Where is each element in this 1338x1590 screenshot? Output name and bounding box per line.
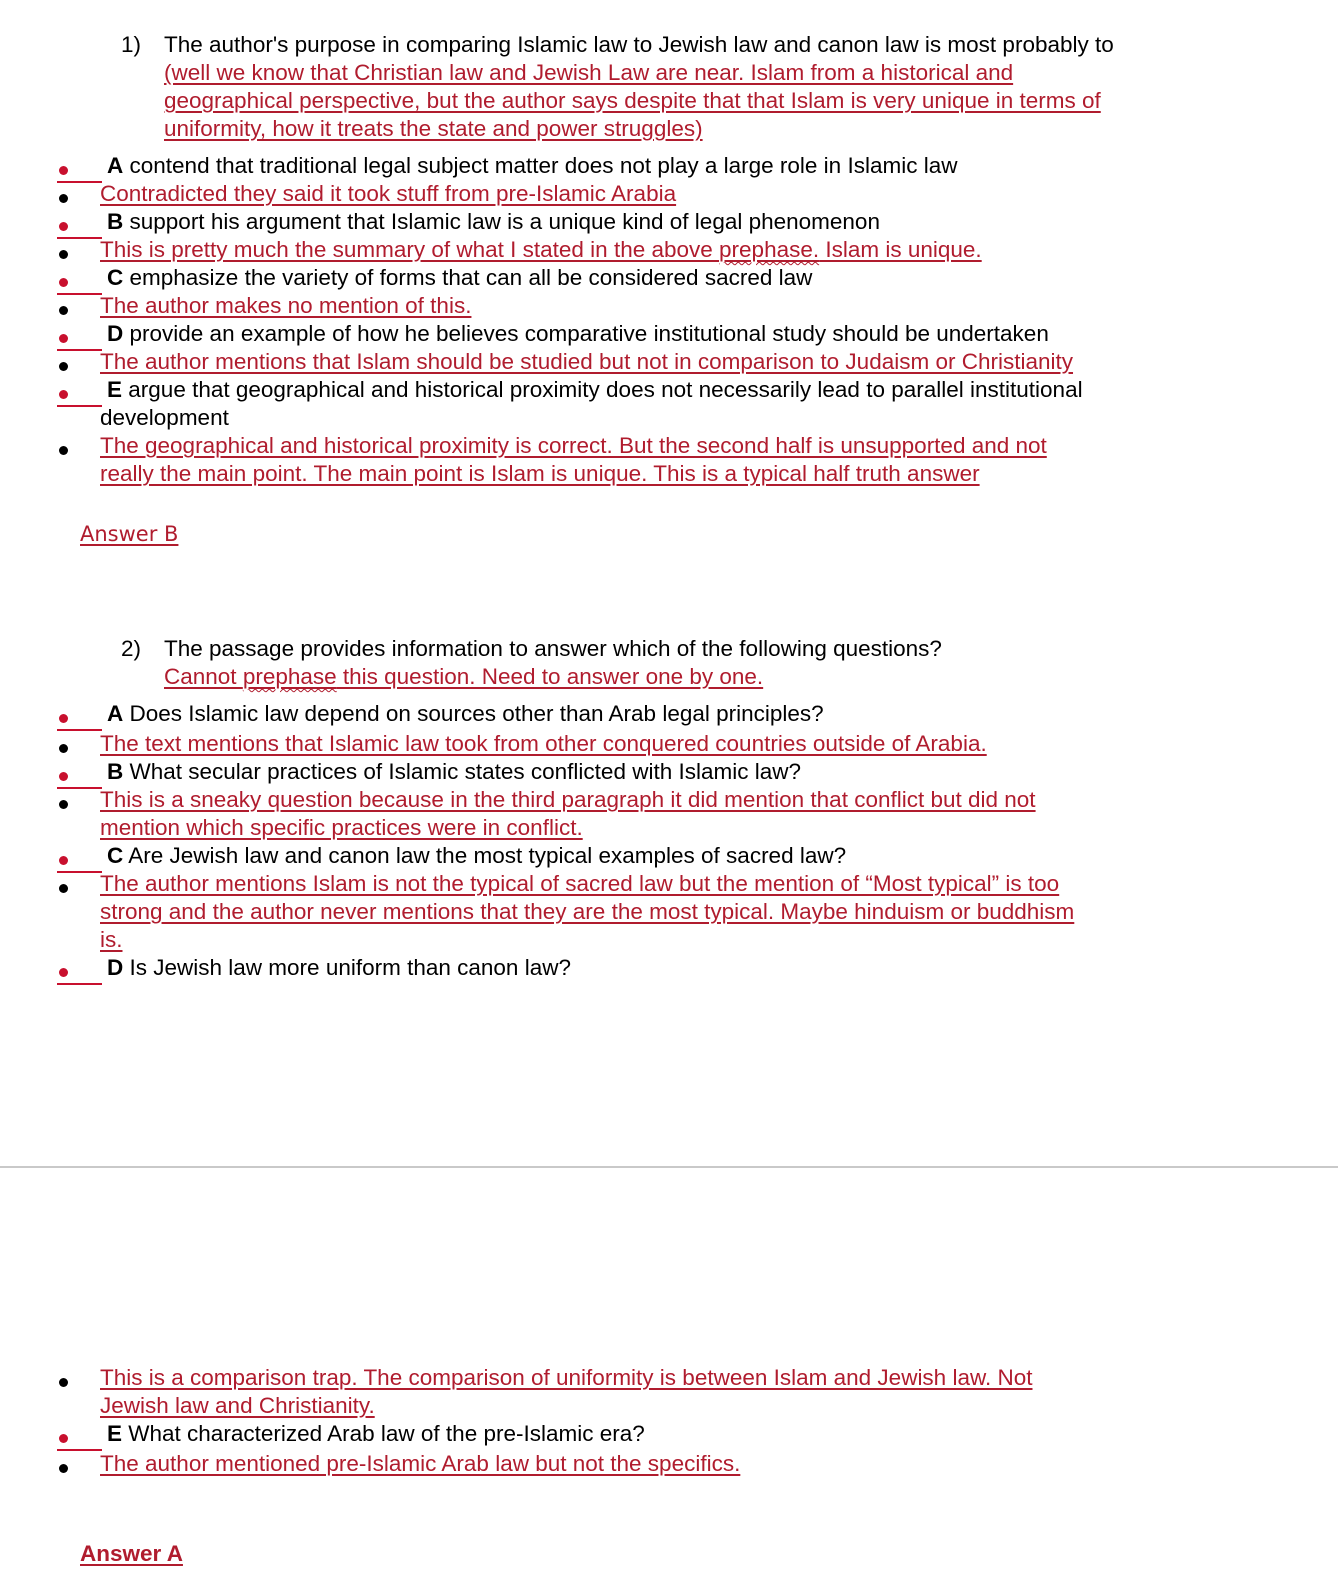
q1-answer: Answer B	[80, 522, 179, 546]
q2-number: 2)	[121, 636, 142, 661]
q1-number: 1)	[121, 32, 142, 57]
q1-note-d: The author mentions that Islam should be studied but not in comparison to Judaism or Christianity	[100, 349, 1074, 374]
q1-prephrase-line2: geographical perspective, but the author says despite that that Islam is very unique in terms of	[164, 88, 1101, 113]
q2-option-a: A Does Islamic law depend on sources other than Arab legal principles?	[107, 701, 824, 726]
bullet-icon	[59, 166, 68, 175]
bullet-icon	[59, 306, 68, 315]
bullet-icon	[59, 772, 68, 781]
answer-blank-line	[57, 1449, 102, 1451]
q1-option-b: B support his argument that Islamic law is a unique kind of legal phenomenon	[107, 209, 880, 234]
bullet-icon	[59, 278, 68, 287]
q2-note-c-line3: is.	[100, 927, 123, 952]
q1-note-b: This is pretty much the summary of what I stated in the above prephase. Islam is unique.	[100, 237, 982, 262]
q1-note-c: The author makes no mention of this.	[100, 293, 472, 318]
q1-prephrase-line1: (well we know that Christian law and Jewish Law are near. Islam from a historical and	[164, 60, 1014, 85]
answer-blank-line	[57, 983, 102, 985]
answer-blank-line	[57, 729, 102, 731]
bullet-icon	[59, 362, 68, 371]
q2-question: The passage provides information to answer which of the following questions?	[164, 636, 942, 661]
bullet-icon	[59, 390, 68, 399]
bullet-icon	[59, 1434, 68, 1443]
q2-option-b: B What secular practices of Islamic states conflicted with Islamic law?	[107, 759, 801, 784]
answer-blank-line	[57, 181, 102, 183]
q1-note-e-line2: really the main point. The main point is Islam is unique. This is a typical half truth answer	[100, 461, 980, 486]
q2-option-d: D Is Jewish law more uniform than canon law?	[107, 955, 571, 980]
q2-note-c-line2: strong and the author never mentions that they are the most typical. Maybe hinduism or buddhism	[100, 899, 1075, 924]
q1-prephrase-line3: uniformity, how it treats the state and power struggles)	[164, 116, 703, 141]
answer-blank-line	[57, 293, 102, 295]
bullet-icon	[59, 446, 68, 455]
q1-option-e-cont: development	[100, 405, 229, 430]
answer-blank-line	[57, 349, 102, 351]
q2-note-a: The text mentions that Islamic law took from other conquered countries outside of Arabia.	[100, 731, 987, 756]
q1-option-c: C emphasize the variety of forms that can all be considered sacred law	[107, 265, 813, 290]
answer-blank-line	[57, 787, 102, 789]
bullet-icon	[59, 334, 68, 343]
q1-note-a: Contradicted they said it took stuff from pre-Islamic Arabia	[100, 181, 677, 206]
bullet-icon	[59, 194, 68, 203]
bullet-icon	[59, 856, 68, 865]
q1-option-a: A contend that traditional legal subject matter does not play a large role in Islamic law	[107, 153, 958, 178]
q1-option-e: E argue that geographical and historical proximity does not necessarily lead to parallel institutional	[107, 377, 1083, 402]
bullet-icon	[59, 1378, 68, 1387]
bullet-icon	[59, 250, 68, 259]
bullet-icon	[59, 1464, 68, 1473]
bullet-icon	[59, 884, 68, 893]
bullet-icon	[59, 968, 68, 977]
answer-blank-line	[57, 405, 102, 407]
q1-note-e-line1: The geographical and historical proximity is correct. But the second half is unsupported and not	[100, 433, 1047, 458]
q2-note-b-line1: This is a sneaky question because in the third paragraph it did mention that conflict but did not	[100, 787, 1036, 812]
bullet-icon	[59, 714, 68, 723]
q2-answer: Answer A	[80, 1541, 183, 1566]
q2-note-b-line2: mention which specific practices were in conflict.	[100, 815, 583, 840]
bullet-icon	[59, 222, 68, 231]
bullet-icon	[59, 744, 68, 753]
q2-note-d-line1: This is a comparison trap. The comparison of uniformity is between Islam and Jewish law. Not	[100, 1365, 1033, 1390]
answer-blank-line	[57, 237, 102, 239]
answer-blank-line	[57, 871, 102, 873]
q2-prephrase: Cannot prephase this question. Need to answer one by one.	[164, 664, 764, 689]
bullet-icon	[59, 800, 68, 809]
q1-question: The author's purpose in comparing Islamic law to Jewish law and canon law is most probably to	[164, 32, 1114, 57]
q2-note-e: The author mentioned pre-Islamic Arab law but not the specifics.	[100, 1451, 741, 1476]
q1-option-d: D provide an example of how he believes comparative institutional study should be undertaken	[107, 321, 1049, 346]
q2-option-c: C Are Jewish law and canon law the most typical examples of sacred law?	[107, 843, 847, 868]
q2-note-d-line2: Jewish law and Christianity.	[100, 1393, 375, 1418]
q2-option-e: E What characterized Arab law of the pre-Islamic era?	[107, 1421, 645, 1446]
page-break-divider	[0, 1166, 1338, 1168]
q2-note-c-line1: The author mentions Islam is not the typical of sacred law but the mention of “Most typical” is too	[100, 871, 1060, 896]
